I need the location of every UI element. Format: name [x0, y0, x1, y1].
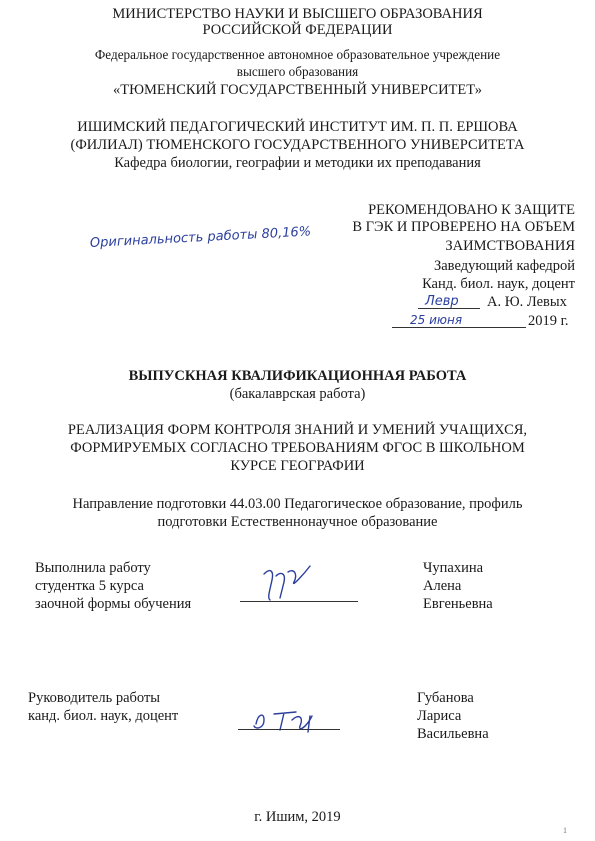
approval-year: 2019 г. [528, 313, 569, 329]
supervisor-surname: Губанова [417, 690, 474, 706]
place-year: г. Ишим, 2019 [254, 809, 341, 825]
supervisor-label-line-1: Руководитель работы [28, 690, 161, 706]
direction-line-1: Направление подготовки 44.03.00 Педагогическое образование, профиль [72, 496, 523, 512]
author-label-line-2: студентка 5 курса [35, 578, 144, 594]
author-signature-icon [258, 560, 328, 605]
work-title: ВЫПУСКНАЯ КВАЛИФИКАЦИОННАЯ РАБОТА [128, 368, 467, 384]
handwritten-date: 25 июня [410, 313, 463, 327]
approval-degree: Канд. биол. наук, доцент [422, 276, 575, 292]
author-label-line-1: Выполнила работу [35, 560, 151, 576]
page-number: 1 [563, 826, 567, 835]
ministry-line-1: МИНИСТЕРСТВО НАУКИ И ВЫСШЕГО ОБРАЗОВАНИЯ [112, 6, 483, 22]
head-name: А. Ю. Левых [487, 294, 567, 310]
author-first-name: Алена [423, 578, 462, 594]
handwritten-originality-note: Оригинальность работы 80,16% [89, 224, 312, 251]
supervisor-label-line-2: канд. биол. наук, доцент [28, 708, 179, 724]
work-subtitle: (бакалаврская работа) [229, 386, 366, 402]
direction-line-2: подготовки Естественнонаучное образование [157, 514, 438, 530]
approval-role: Заведующий кафедрой [433, 258, 575, 274]
institution-type-line-2: высшего образования [236, 64, 359, 79]
institution-type-line-1: Федеральное государственное автономное образовательное учреждение [94, 47, 501, 62]
approval-line-3: ЗАИМСТВОВАНИЯ [445, 238, 575, 254]
supervisor-patronymic: Васильевна [417, 726, 489, 742]
approval-date-line [392, 327, 526, 328]
supervisor-first-name: Лариса [417, 708, 462, 724]
approval-line-2: В ГЭК И ПРОВЕРЕНО НА ОБЪЕМ [352, 219, 575, 235]
author-signature-line [240, 601, 358, 602]
university-name: «ТЮМЕНСКИЙ ГОСУДАРСТВЕННЫЙ УНИВЕРСИТЕТ» [112, 82, 482, 98]
topic-line-2: ФОРМИРУЕМЫХ СОГЛАСНО ТРЕБОВАНИЯМ ФГОС В ШКОЛЬНОМ [70, 440, 525, 456]
ministry-line-2: РОССИЙСКОЙ ФЕДЕРАЦИИ [202, 22, 393, 38]
supervisor-signature-line [238, 729, 340, 730]
handwritten-head-signature: Левр [425, 294, 459, 309]
author-label-line-3: заочной формы обучения [35, 596, 192, 612]
department-name: Кафедра биологии, географии и методики их преподавания [114, 155, 481, 171]
supervisor-signature-icon [250, 702, 330, 737]
topic-line-3: КУРСЕ ГЕОГРАФИИ [230, 458, 365, 474]
approval-line-1: РЕКОМЕНДОВАНО К ЗАЩИТЕ [368, 202, 575, 218]
institute-line-1: ИШИМСКИЙ ПЕДАГОГИЧЕСКИЙ ИНСТИТУТ ИМ. П. П. ЕРШОВА [77, 119, 518, 135]
author-surname: Чупахина [423, 560, 484, 576]
topic-line-1: РЕАЛИЗАЦИЯ ФОРМ КОНТРОЛЯ ЗНАНИЙ И УМЕНИЙ УЧАЩИХСЯ, [67, 422, 528, 438]
author-patronymic: Евгеньевна [423, 596, 493, 612]
institute-line-2: (ФИЛИАЛ) ТЮМЕНСКОГО ГОСУДАРСТВЕННОГО УНИВЕРСИТЕТА [70, 137, 525, 153]
